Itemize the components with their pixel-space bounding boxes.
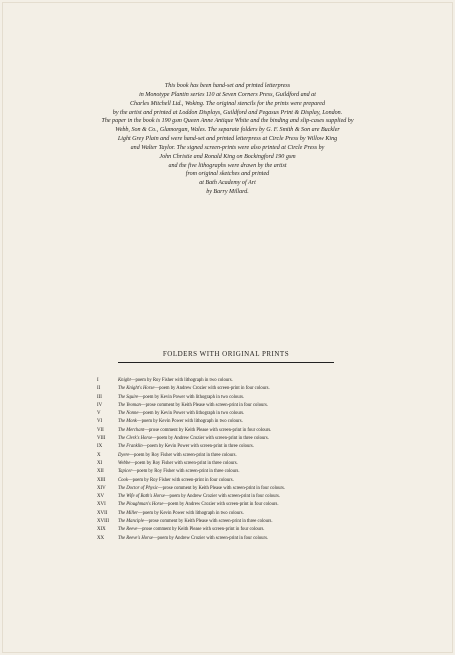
folder-number: I — [97, 378, 99, 383]
folder-title: The Reeve's Horse — [118, 535, 153, 541]
list-item — [97, 510, 397, 518]
folder-title: The Nonne — [118, 411, 139, 417]
folder-number: XV — [97, 494, 105, 500]
folder-description: —poem by Andrew Crozier with screen-print in four colours. — [163, 502, 279, 508]
folder-number: XI — [97, 460, 103, 466]
folder-title: The Wife of Bath's Horse — [118, 494, 165, 500]
colophon-line: by the artist and printed at Loddon Displays, Guildford and Pegasus Print & Display, London. — [112, 109, 343, 116]
colophon-line: by Barry Millard. — [206, 189, 249, 196]
folder-title: The Monk — [118, 419, 137, 425]
folder-number: VII — [97, 427, 104, 433]
folder-title: The Franklin — [118, 444, 143, 450]
folder-description: —poem by Andrew Crozier with screen-print in four colours. — [164, 494, 281, 500]
folder-title: The Ploughman's Horse — [118, 502, 164, 508]
folder-description: —poem by Andrew Crozier with screen-print in four colours. — [154, 386, 270, 392]
folder-title: The Merchant — [118, 427, 145, 433]
folder-title: Knight — [118, 378, 131, 383]
list-item — [97, 377, 397, 385]
folder-description: —poem by Kevin Power with lithograph in two colours. — [138, 411, 245, 417]
colophon-line: in Monotype Plantin series 110 at Seven Corners Press, Guildford and at — [139, 91, 316, 98]
colophon-line: Light Grey Plain and were hand-set and printed letterpress at Circle Press by Willow King — [117, 136, 338, 143]
colophon-line: from original sketches and printed — [185, 171, 270, 178]
folder-description: —prose comment by Keith Please with screen-print in four colours. — [157, 485, 286, 491]
folder-number: XIV — [97, 485, 106, 491]
folder-number: VI — [97, 419, 103, 425]
colophon-line: This book has been hand-set and printed letterpress — [164, 83, 291, 89]
colophon-line: The paper in the book is 190 gsm Queen Anne Antique White and the binding and slip-cases supplied by — [101, 118, 354, 125]
folder-title: The Doctor of Physic — [118, 485, 158, 491]
list-item — [97, 435, 397, 443]
folder-description: —prose comment by Keith Please with screen-print in four colours. — [144, 427, 272, 433]
folder-description: —poem by Roy Fisher with screen-print in three colours. — [132, 469, 240, 475]
colophon-line: at Bath Academy of Art — [199, 180, 256, 187]
colophon — [20, 82, 435, 197]
colophon-line: and the five lithographs were drawn by the artist — [168, 162, 287, 169]
folder-number: IX — [97, 444, 103, 450]
folder-number: XVI — [97, 502, 106, 508]
folder-number: XIII — [97, 477, 106, 483]
folder-description: —poem by Kevin Power with lithograph in two colours. — [137, 510, 244, 516]
folder-number: II — [97, 386, 101, 392]
colophon-line: Webb, Son & Co., Glamorgan, Wales. The separate folders by G. F. Smith & Son are Buckler — [115, 127, 340, 134]
list-item — [97, 493, 397, 501]
folder-number: III — [97, 394, 102, 400]
list-item — [97, 427, 397, 435]
folder-description: —poem by Roy Fisher with screen-print in four colours. — [127, 477, 234, 483]
list-item — [97, 535, 397, 543]
list-item — [97, 443, 397, 451]
folder-title: The Knight's Horse — [118, 386, 155, 392]
folder-title: The Yeoman — [118, 402, 141, 408]
list-item — [97, 460, 397, 468]
folder-number: XX — [97, 535, 105, 541]
folder-description: —prose comment by Keith Please with screen-print in four colours. — [137, 527, 265, 533]
folder-list — [97, 377, 397, 543]
folder-title: Webbe — [118, 460, 131, 466]
folders-heading: FOLDERS WITH ORIGINAL PRINTS — [162, 350, 290, 358]
list-item — [97, 452, 397, 460]
folder-title: Cook — [118, 477, 128, 483]
folder-description: —poem by Kevin Power with lithograph in two colours. — [138, 394, 245, 400]
list-item — [97, 501, 397, 509]
list-item — [97, 402, 397, 410]
folder-number: XVII — [97, 510, 108, 516]
folder-description: —poem by Andrew Crozier with screen-print in four colours. — [152, 535, 269, 541]
list-item — [97, 418, 397, 426]
folder-number: XII — [97, 469, 104, 475]
list-item — [97, 394, 397, 402]
folder-description: —prose comment by Keith Please with screen-print in four colours. — [140, 402, 268, 408]
folder-number: IV — [97, 402, 103, 408]
folder-title: The Clerk's Horse — [118, 436, 153, 442]
folder-number: XIX — [97, 527, 106, 533]
list-item — [97, 468, 397, 476]
folder-title: The Reeve — [118, 527, 138, 533]
folder-description: —poem by Kevin Power with screen-print in three colours. — [142, 444, 254, 450]
folder-description: —poem by Roy Fisher with lithograph in two colours. — [130, 378, 233, 383]
colophon-line: John Christie and Ronald King on Bockingford 190 gsm — [159, 153, 296, 160]
list-item — [97, 526, 397, 534]
folder-description: —prose comment by Keith Please with screen-print in three colours. — [143, 519, 273, 525]
folder-number: XVIII — [97, 519, 109, 525]
list-item — [97, 385, 397, 393]
folder-number: X — [97, 452, 101, 458]
folder-number: VIII — [97, 436, 106, 442]
folder-title: The Manciple — [118, 519, 144, 525]
folder-description: —poem by Andrew Crozier with screen-print in three colours. — [152, 436, 269, 442]
list-item — [97, 410, 397, 418]
folder-description: —poem by Roy Fisher with screen-print in three colours. — [130, 460, 238, 466]
colophon-line: Charles Mitchell Ltd., Woking. The original stencils for the prints were prepared — [130, 100, 325, 107]
folder-title: The Miller — [118, 510, 138, 516]
colophon-line: and Walter Taylor. The signed screen-prints were also printed at Circle Press by — [130, 144, 325, 151]
heading-rule — [118, 362, 334, 363]
folder-title: Tapicer — [118, 469, 133, 475]
list-item — [97, 518, 397, 526]
folder-title: The Squire — [118, 394, 139, 400]
list-item — [97, 477, 397, 485]
folder-number: V — [97, 411, 101, 417]
folder-title: Dyere — [118, 452, 130, 458]
folder-description: —poem by Roy Fisher with screen-print in three colours. — [129, 452, 237, 458]
list-item — [97, 485, 397, 493]
folder-description: —poem by Kevin Power with lithograph in two colours. — [136, 419, 243, 425]
